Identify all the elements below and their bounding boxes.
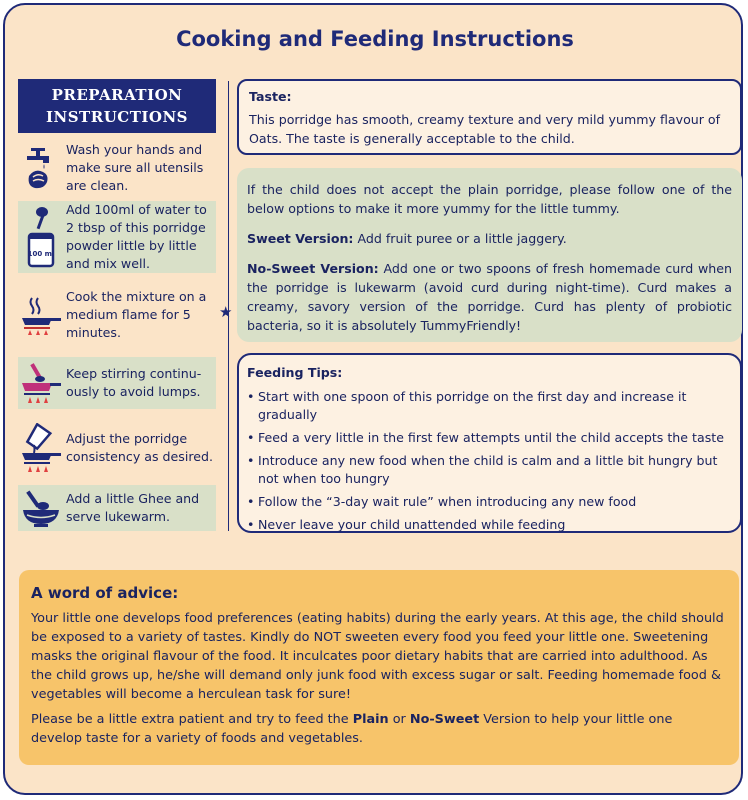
taste-text: This porridge has smooth, creamy texture and very mild yummy flavour of Oats. The taste is generally acceptable to the child. (249, 112, 721, 146)
advice-p2-start: Please be a little extra patient and try to feed the (31, 712, 353, 727)
page-title: Cooking and Feeding Instructions (176, 27, 574, 51)
pan-on-flame-icon (18, 294, 64, 336)
sweet-version (247, 229, 732, 248)
prep-step-4-text: Keep stirring continu-ously to avoid lumps. (66, 366, 202, 399)
pouring-jug-icon (18, 423, 64, 473)
cup-label: 100 ml (27, 250, 55, 258)
advice-heading: A word of advice: (31, 584, 179, 602)
prep-step-5-text: Adjust the porridge consistency as desired. (66, 431, 214, 464)
taste-heading: Taste: (249, 89, 292, 104)
prep-step-3-text: Cook the mixture on a medium flame for 5 minutes. (66, 289, 207, 340)
prep-step-6-text: Add a little Ghee and serve lukewarm. (66, 491, 200, 524)
feeding-tip: • Start with one spoon of this porridge on the first day and increase it gradually (247, 388, 732, 424)
prep-step-1-text: Wash your hands and make sure all utensils are clean. (66, 142, 204, 193)
star-icon: ★ (219, 303, 233, 321)
taste-box (237, 79, 742, 155)
preparation-heading-line2: INSTRUCTIONS (46, 108, 188, 126)
no-sweet-version (247, 259, 732, 335)
feeding-tips-heading: Feeding Tips: (247, 365, 343, 380)
advice-paragraph-2 (31, 710, 727, 748)
prep-step-5 (18, 418, 216, 478)
feeding-tip: • Introduce any new food when the child is calm and a little bit hungry but not when too hungry (247, 452, 732, 488)
feeding-tip: • Never leave your child unattended while feeding (247, 516, 732, 534)
prep-step-3 (18, 285, 216, 345)
advice-box (19, 570, 739, 765)
advice-paragraph-1: Your little one develops food preferences (eating habits) during the early years. At this age, the child should be exposed to a variety of tastes. Kindly do NOT sweeten every food you feed your little one. Sweetening masks the original flavour of the food. It inculcates poor dietary habits that are carried into adulthood. As the child grows up, he/she will demand only junk food with excess sugar or salt. Feeding homemade food & vegetables will become a herculean task for sure! (31, 611, 724, 702)
versions-intro: If the child does not accept the plain porridge, please follow one of the below options to make it more yummy for the little tummy. (247, 182, 732, 216)
advice-p2-or: or (388, 712, 410, 727)
sweet-version-text: Add fruit puree or a little jaggery. (353, 231, 567, 246)
stirring-pan-icon (18, 361, 64, 405)
feeding-tip: • Feed a very little in the first few attempts until the child accepts the taste (247, 429, 732, 447)
prep-step-1 (18, 140, 216, 196)
sweet-version-label: Sweet Version: (247, 231, 354, 246)
preparation-heading-line1: PREPARATION (51, 86, 183, 104)
advice-p2-end: Version to help your little one develop taste for a variety of foods and vegetables. (31, 712, 673, 746)
no-sweet-version-text: Add one or two spoons of fresh homemade curd when the porridge is lukewarm (avoid curd during night-time). Curd makes a creamy, savory version of the porridge. Curd has plenty of probiotic bacteria, so it is absolutely TummyFriendly! (247, 261, 733, 333)
no-sweet-version-label: No-Sweet Version: (247, 261, 379, 276)
prep-step-4 (18, 357, 216, 409)
instruction-card (3, 3, 743, 795)
advice-no-sweet-label: No-Sweet (409, 712, 480, 727)
bowl-spoon-icon (18, 488, 64, 528)
feeding-tip: • Follow the “3-day wait rule” when introducing any new food (247, 493, 732, 511)
spoon-measuring-cup-icon (18, 206, 64, 268)
feeding-tips-list (247, 388, 732, 534)
prep-step-2-text: Add 100ml of water to 2 tbsp of this porridge powder little by little and mix well. (66, 202, 207, 271)
prep-step-6 (18, 485, 216, 531)
feeding-tips-box (237, 353, 742, 533)
prep-step-2 (18, 201, 216, 273)
advice-plain-label: Plain (352, 712, 389, 727)
tap-handwash-icon (18, 146, 64, 190)
preparation-heading (18, 79, 216, 133)
versions-panel (237, 168, 742, 342)
